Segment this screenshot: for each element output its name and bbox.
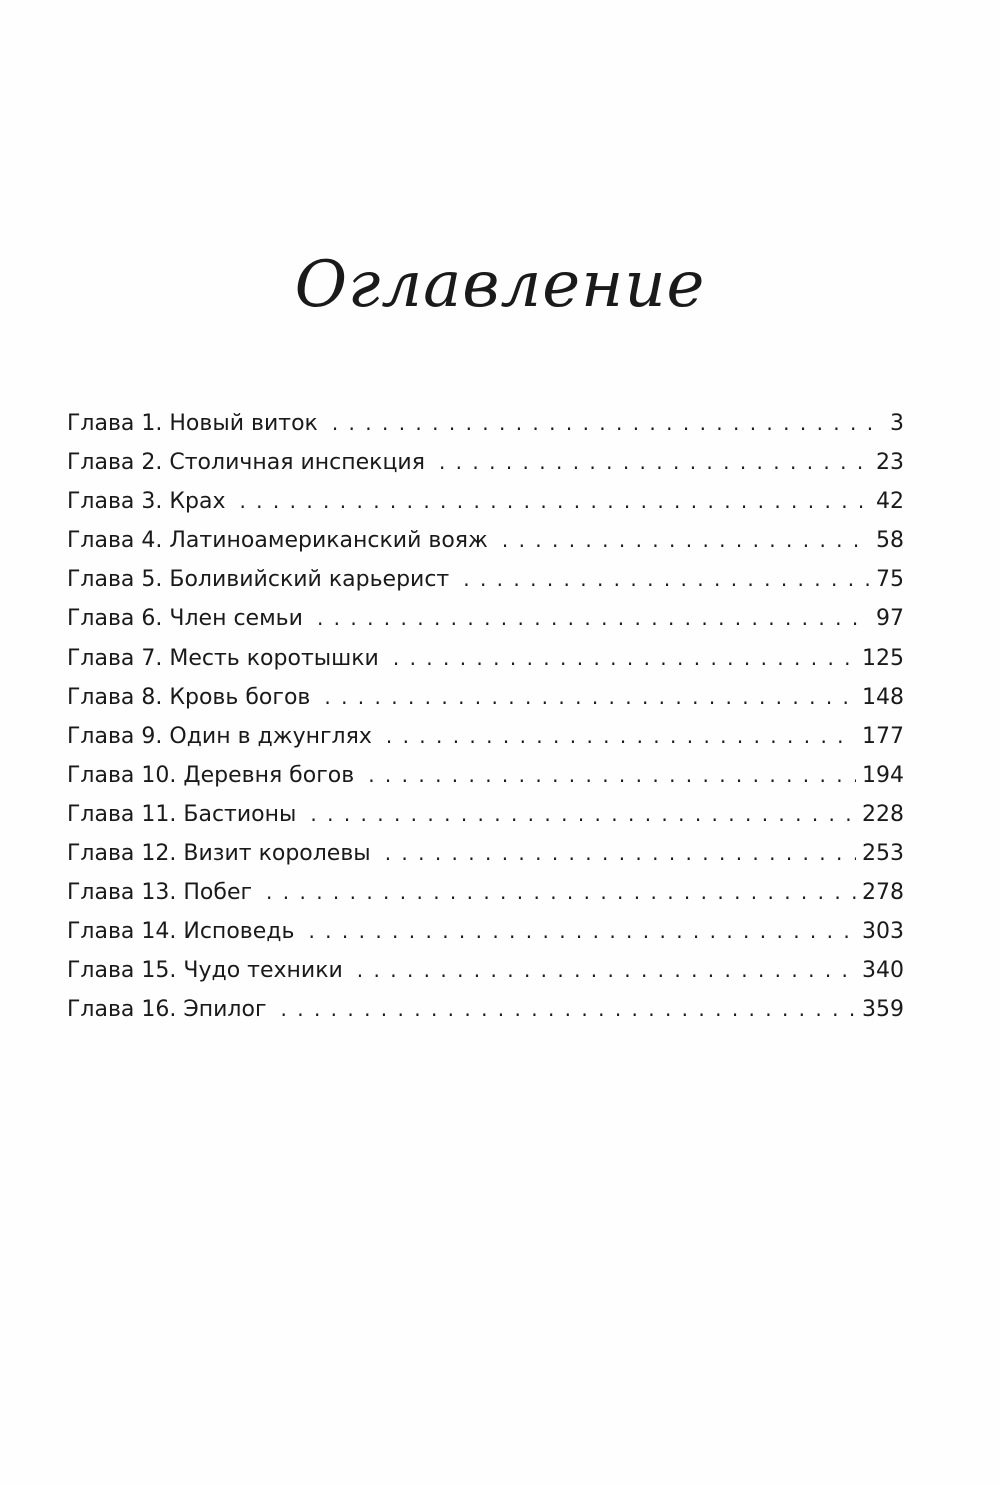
toc-entry-page-number: 278 <box>862 880 904 906</box>
toc-entry-page-number: 253 <box>862 841 904 867</box>
toc-entry <box>67 919 904 958</box>
toc-entry <box>67 567 904 606</box>
dot-leader <box>324 685 856 709</box>
toc-entry-label: Глава 1. Новый виток <box>67 411 318 436</box>
toc-entry-page-number: 359 <box>862 997 904 1023</box>
toc-entry-page-number: 58 <box>876 528 904 554</box>
toc-entry-label: Глава 2. Столичная инспекция <box>67 450 425 476</box>
toc-title: Оглавление <box>294 248 706 322</box>
dot-leader <box>386 724 856 748</box>
toc-entry <box>67 763 904 802</box>
toc-entry-page-number: 23 <box>876 450 904 476</box>
dot-leader <box>266 880 856 904</box>
toc-entry-page-number: 194 <box>862 762 904 788</box>
toc-entry <box>67 646 904 685</box>
toc-entry-label: Глава 14. Исповедь <box>67 919 295 945</box>
dot-leader <box>385 841 856 865</box>
toc-entry <box>67 685 904 724</box>
toc-entry-label: Глава 12. Визит королевы <box>67 841 371 867</box>
toc-entry <box>67 724 904 763</box>
toc-entry-label: Глава 16. Эпилог <box>67 997 267 1023</box>
dot-leader <box>239 489 870 513</box>
toc-list <box>67 411 904 1037</box>
dot-leader <box>357 958 856 982</box>
toc-entry <box>67 880 904 919</box>
toc-entry-label: Глава 13. Побег <box>67 880 253 906</box>
toc-entry-label: Глава 9. Один в джунглях <box>67 723 372 749</box>
toc-entry-label: Глава 10. Деревня богов <box>67 762 355 788</box>
toc-entry <box>67 841 904 880</box>
toc-entry-page-number: 303 <box>862 919 904 945</box>
toc-entry-label: Глава 6. Член семьи <box>67 606 303 632</box>
toc-entry <box>67 489 904 528</box>
toc-entry <box>67 958 904 997</box>
toc-entry-page-number: 42 <box>876 489 904 515</box>
dot-leader <box>317 606 870 630</box>
dot-leader <box>281 997 856 1021</box>
toc-entry-page-number: 125 <box>862 645 904 671</box>
toc-entry-page-number: 177 <box>862 723 904 749</box>
toc-entry-label: Глава 15. Чудо техники <box>67 958 343 984</box>
toc-entry <box>67 606 904 645</box>
dot-leader <box>332 411 884 435</box>
toc-entry-page-number: 148 <box>862 684 904 710</box>
dot-leader <box>393 646 856 670</box>
toc-entry-page-number: 3 <box>890 411 904 436</box>
toc-entry-label: Глава 3. Крах <box>67 489 226 515</box>
toc-entry <box>67 997 904 1036</box>
toc-entry-page-number: 340 <box>862 958 904 984</box>
dot-leader <box>310 802 856 826</box>
dot-leader <box>502 528 870 552</box>
toc-entry-label: Глава 5. Боливийский карьерист <box>67 567 450 593</box>
toc-entry-label: Глава 4. Латиноамериканский вояж <box>67 528 488 554</box>
toc-entry-label: Глава 11. Бастионы <box>67 801 297 827</box>
toc-entry <box>67 450 904 489</box>
dot-leader <box>308 919 856 943</box>
toc-entry <box>67 528 904 567</box>
dot-leader <box>439 450 870 474</box>
toc-entry <box>67 802 904 841</box>
toc-entry <box>67 411 904 450</box>
toc-entry-page-number: 228 <box>862 801 904 827</box>
dot-leader <box>368 763 856 787</box>
dot-leader <box>463 567 870 591</box>
toc-entry-label: Глава 7. Месть коротышки <box>67 645 379 671</box>
toc-entry-page-number: 97 <box>876 606 904 632</box>
toc-entry-page-number: 75 <box>876 567 904 593</box>
toc-entry-label: Глава 8. Кровь богов <box>67 684 311 710</box>
